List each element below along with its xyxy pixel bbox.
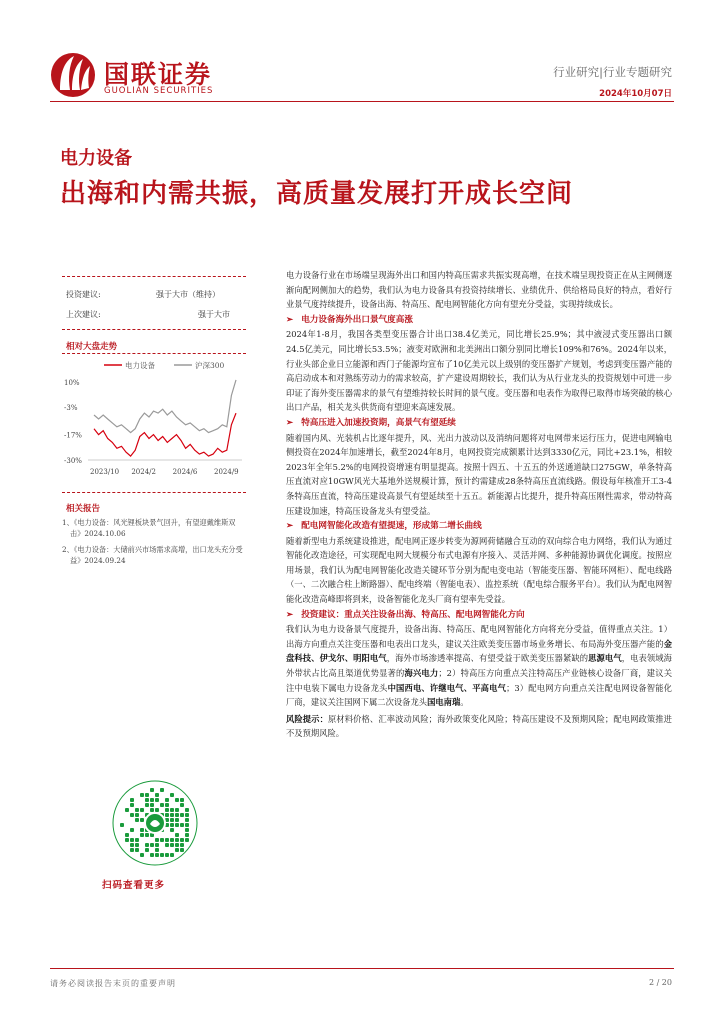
qr-dot	[150, 803, 154, 807]
report-type: 行业研究|行业专题研究	[553, 65, 672, 79]
qr-dot	[170, 823, 174, 827]
qr-dot	[125, 808, 129, 812]
qr-dot	[150, 853, 154, 857]
qr-dot	[185, 808, 189, 812]
qr-dot	[135, 843, 139, 847]
section-heading-4: ➢ 投资建议：重点关注设备出海、特高压、配电网智能化方向	[286, 609, 525, 620]
qr-dot	[170, 853, 174, 857]
section-body-2: 随着国内风、光装机占比逐年提升，风、光出力波动以及消纳问题将对电网带来运行压力，促进电网输电侧投资在2024年加速增长，截至2024年8月，电网投资完成额累计达到3330亿元，同比+23.1%，相较2023年全年5.2%的电网投资增速有明显提高。按照十四五、十五五的外送通道缺口275GW，单条特高压直流对应10GW风光大基地外送规模计算，预计约需建成28条特高压直流线路。假设每年核准开工3-4条特高压直流，特高压建设高景气有望延续至十五五。新能源占比提升，提升特高压刚性需求，带动特高压建设加速，特高压设备龙头有望受益。	[286, 432, 672, 516]
qr-dot	[160, 788, 164, 792]
qr-dot	[155, 798, 159, 802]
previous-rating-label: 上次建议:	[66, 310, 101, 319]
qr-dot	[130, 828, 134, 832]
series-line-power-equipment	[94, 413, 236, 456]
rating-label: 投资建议:	[66, 290, 101, 299]
x-tick-label: 2024/6	[172, 468, 198, 476]
x-axis	[90, 468, 239, 476]
qr-dot	[140, 828, 144, 832]
y-tick-label: -3%	[64, 404, 78, 413]
qr-dot	[175, 808, 179, 812]
logo-text-en: GUOLIAN SECURITIES	[104, 86, 214, 96]
qr-dot	[160, 838, 164, 842]
related-reports-list	[62, 517, 246, 566]
qr-dot	[185, 813, 189, 817]
section-body-3: 随着新型电力系统建设推进，配电网正逐步转变为源网荷储融合互动的双向综合电力网络，我们认为通过智能化改造途径，可实现配电网大规模分布式电源有序接入、灵活并网、多种能源协调优化调度。按照应用场景，我们认为配电网智能化改造关键环节分别为配电变电站（智能变压器、智能环网柜）、配电线路（一、二次融合柱上断路器）、配电终端（智能电表）、监控系统（配电综合服务平台）。我们认为配电网智能化改造高峰即将到来，设备智能化龙头厂商有望率先受益。	[286, 535, 672, 605]
qr-dot	[150, 788, 154, 792]
qr-dot	[120, 823, 124, 827]
qr-dot	[155, 793, 159, 797]
qr-dot	[180, 843, 184, 847]
report-title: 出海和内需共振，高质量发展打开成长空间	[60, 179, 574, 209]
qr-dot	[185, 833, 189, 837]
qr-dot	[170, 813, 174, 817]
qr-dot	[165, 808, 169, 812]
qr-dot	[135, 813, 139, 817]
section-body-1: 2024年1-8月，我国各类型变压器合计出口38.4亿美元，同比增长25.9%；其中液浸式变压器出口额24.5亿美元，同比增长53.5%；液变对欧洲和北美洲出口额分别同比增长109%和76%。2024年以来，行业头部企业日立能源和西门子能源均宣布了10亿美元以上级别的变压器扩产规划，考虑到变压器产能的高启动成本和对熟练劳动力的需求较高，扩产建设周期较长，我们认为从行业龙头的投资规划中可进一步印证了海外变压器需求的景气有望维持较长时间的景气度。变压器和电表作为取得已取得市场突破的核心出口产品，相关龙头供货商有望迎来高速发展。	[286, 329, 672, 413]
qr-dot	[125, 833, 129, 837]
qr-dot	[175, 823, 179, 827]
chart-legend	[104, 360, 225, 370]
qr-dot	[185, 823, 189, 827]
qr-dot	[145, 848, 149, 852]
qr-dot	[140, 818, 144, 822]
section-heading-1: ➢ 电力设备海外出口景气度高涨	[286, 314, 413, 325]
relative-trend-chart	[62, 356, 246, 484]
qr-dot	[180, 813, 184, 817]
qr-dot	[175, 833, 179, 837]
rating-row	[62, 289, 246, 301]
qr-code[interactable]	[112, 780, 198, 866]
qr-dot	[170, 843, 174, 847]
footer-disclaimer: 请务必阅读报告末页的重要声明	[50, 979, 176, 988]
qr-dot	[155, 848, 159, 852]
logo-text-cn: 国联证券	[104, 60, 213, 89]
arrow-icon: ➢	[286, 417, 294, 428]
y-tick-label: -17%	[64, 431, 82, 440]
qr-dot	[180, 848, 184, 852]
qr-dot	[175, 848, 179, 852]
main-content	[286, 268, 672, 741]
header-divider	[50, 101, 674, 102]
arrow-icon: ➢	[286, 609, 294, 620]
qr-dot	[185, 828, 189, 832]
qr-dot	[175, 838, 179, 842]
previous-rating-row	[62, 309, 246, 321]
qr-dot	[170, 808, 174, 812]
qr-dot	[130, 813, 134, 817]
industry-name: 电力设备	[60, 148, 132, 169]
qr-dot	[165, 803, 169, 807]
qr-dot	[135, 848, 139, 852]
sidebar-divider	[62, 329, 246, 330]
y-tick-label: 10%	[64, 378, 80, 387]
previous-rating-value: 强于大市	[198, 310, 230, 319]
qr-dot	[145, 803, 149, 807]
qr-dot	[140, 793, 144, 797]
qr-dot	[170, 818, 174, 822]
qr-dot	[130, 798, 134, 802]
qr-dot	[170, 793, 174, 797]
qr-dot	[170, 828, 174, 832]
arrow-icon: ➢	[286, 314, 294, 325]
legend-label-power-equipment: 电力设备	[125, 361, 155, 370]
qr-dot	[180, 798, 184, 802]
qr-dot	[165, 798, 169, 802]
qr-dot	[155, 808, 159, 812]
sidebar-divider	[62, 492, 246, 493]
qr-dot	[160, 853, 164, 857]
qr-dot	[135, 808, 139, 812]
section-heading-2: ➢ 特高压进入加速投资期，高景气有望延续	[286, 417, 456, 428]
qr-dot	[185, 818, 189, 822]
page-number: 2 / 20	[648, 978, 672, 987]
qr-dot	[130, 838, 134, 842]
footer-divider	[50, 968, 674, 969]
legend-label-csi300: 沪深300	[195, 361, 225, 370]
qr-dot	[130, 848, 134, 852]
qr-dot	[125, 838, 129, 842]
related-report-item[interactable]: 1、《电力设备：风光锂板块景气回升，有望迎戴维斯双击》2024.10.06	[62, 518, 236, 539]
qr-dot	[180, 838, 184, 842]
related-report-item[interactable]: 2、《电力设备：大储前兴市场需求高增，出口龙头充分受益》2024.09.24	[62, 544, 243, 565]
qr-dot	[145, 833, 149, 837]
chart-series	[94, 380, 236, 456]
qr-dot	[155, 843, 159, 847]
qr-dot	[155, 853, 159, 857]
risk-warning: 风险提示：原材料价格、汇率波动风险；海外政策变化风险；特高压建设不及预期风险；配电网政策推进不及预期风险。	[286, 713, 672, 739]
qr-dot	[185, 838, 189, 842]
qr-dot	[170, 838, 174, 842]
qr-dot	[135, 818, 139, 822]
qr-dot	[150, 843, 154, 847]
y-tick-label: -30%	[64, 457, 82, 465]
qr-dot	[165, 838, 169, 842]
trend-title: 相对大盘走势	[66, 342, 118, 352]
qr-dot	[130, 803, 134, 807]
qr-dot	[145, 843, 149, 847]
qr-dot	[180, 803, 184, 807]
report-date: 2024年10月07日	[599, 89, 672, 99]
x-tick-label: 2023/10	[90, 468, 120, 476]
qr-dot	[150, 798, 154, 802]
qr-dot	[155, 838, 159, 842]
qr-dot	[140, 808, 144, 812]
section-heading-3: ➢ 配电网智能化改造有望提速，形成第二增长曲线	[286, 521, 482, 532]
arrow-icon: ➢	[286, 521, 294, 532]
qr-dot	[145, 798, 149, 802]
section-body-4: 我们认为电力设备景气度提升，设备出海、特高压、配电网智能化方向将充分受益，值得重点关注。1）出海方向重点关注变压器和电表出口龙头，建议关注欧美变压器市场业务增长、布局海外变压器产能的金盘科技、伊戈尔、明阳电气，海外市场渗透率提高、有望受益于欧美变压器紧缺的思源电气，电表领域海外带状占比高且渠道优势显著的海兴电力；2）特高压方向重点关注特高压产业链核心设备厂商，建议关注中电装下属电力设备龙头中国西电、许继电气、平高电气；3）配电网方向重点关注配电网设备智能化厂商，建议关注国网下属二次设备龙头国电南瑞。	[286, 624, 672, 708]
qr-dot	[140, 833, 144, 837]
guolian-logo-icon	[50, 50, 96, 100]
qr-dot	[160, 803, 164, 807]
qr-dot	[175, 813, 179, 817]
qr-dot	[150, 808, 154, 812]
qr-dot	[130, 843, 134, 847]
x-tick-label: 2024/2	[131, 468, 156, 476]
qr-dot	[175, 843, 179, 847]
qr-dot	[175, 798, 179, 802]
sidebar-divider	[62, 276, 246, 277]
x-tick-label: 2024/9	[214, 468, 239, 476]
sidebar-divider	[62, 353, 246, 354]
qr-dot	[180, 823, 184, 827]
qr-dot	[140, 853, 144, 857]
qr-dot	[165, 813, 169, 817]
qr-dot	[135, 838, 139, 842]
qr-dot	[145, 793, 149, 797]
related-reports-title: 相关报告	[66, 504, 101, 514]
qr-dot	[165, 853, 169, 857]
rating-value: 强于大市（维持）	[156, 290, 220, 299]
intro-paragraph: 电力设备行业在市场端呈现海外出口和国内特高压需求共振实现高增，在技术端呈现投资正在从主网侧逐渐向配网侧加大的趋势，我们认为电力设备具有投资持续增长、业绩优升、供给格局良好的特点，看好行业景气度持续提升，设备出海、特高压、配电网智能化方向有望充分受益，实现持续成长。	[286, 270, 672, 310]
qr-dot	[175, 818, 179, 822]
qr-caption: 扫码查看更多	[102, 880, 166, 891]
series-line-csi300	[94, 380, 236, 433]
qr-dot	[165, 843, 169, 847]
